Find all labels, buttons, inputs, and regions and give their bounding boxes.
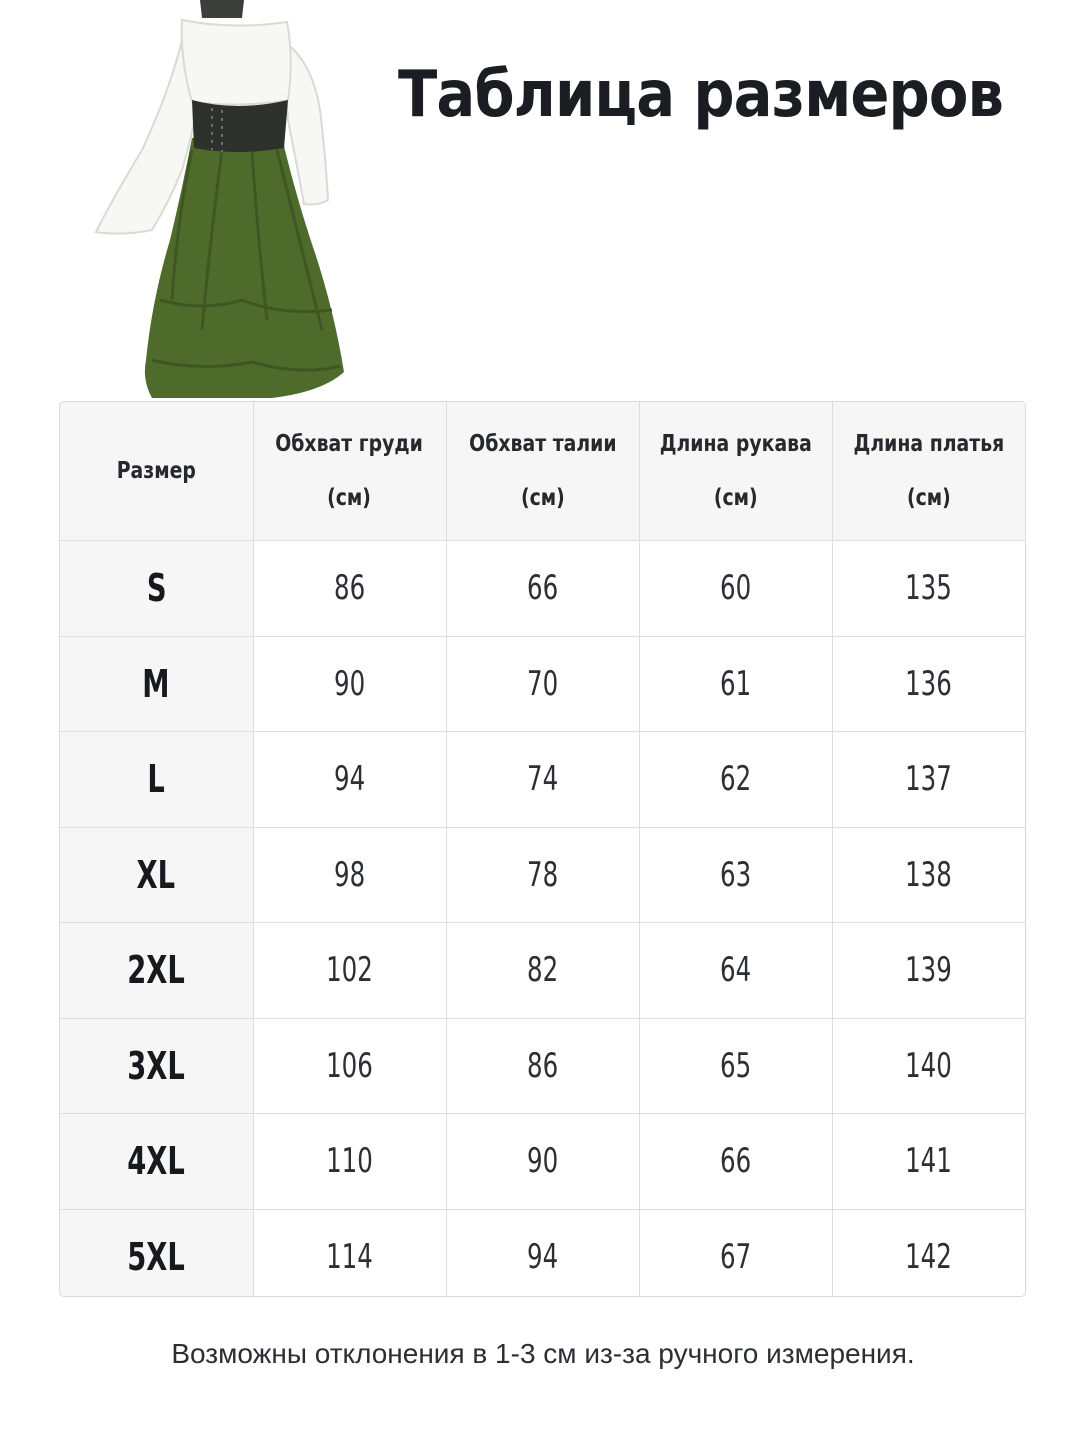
length-cell: 141	[832, 1114, 1025, 1210]
header-dress-length: Длина платья (см)	[832, 402, 1025, 541]
waist-cell: 78	[446, 827, 639, 923]
sleeve-cell: 64	[639, 923, 832, 1019]
length-cell: 136	[832, 636, 1025, 732]
waist-cell: 82	[446, 923, 639, 1019]
size-cell: 2XL	[60, 923, 253, 1019]
size-cell: XL	[60, 827, 253, 923]
bust-cell: 106	[253, 1018, 446, 1114]
dress-illustration	[82, 0, 352, 400]
table-row	[60, 1209, 1025, 1297]
size-table	[59, 401, 1026, 1297]
table-row	[60, 827, 1025, 923]
length-cell: 139	[832, 923, 1025, 1019]
sleeve-cell: 63	[639, 827, 832, 923]
bust-cell: 110	[253, 1114, 446, 1210]
size-cell: 5XL	[60, 1209, 253, 1297]
bust-cell: 114	[253, 1209, 446, 1297]
table-row	[60, 1018, 1025, 1114]
size-cell: 4XL	[60, 1114, 253, 1210]
header-bust: Обхват груди (см)	[253, 402, 446, 541]
waist-cell: 74	[446, 732, 639, 828]
length-cell: 137	[832, 732, 1025, 828]
length-cell: 142	[832, 1209, 1025, 1297]
sleeve-cell: 66	[639, 1114, 832, 1210]
blouse	[182, 20, 291, 105]
header-size: Размер	[60, 402, 253, 541]
mannequin-neck	[200, 0, 244, 18]
table-row	[60, 1114, 1025, 1210]
size-cell: 3XL	[60, 1018, 253, 1114]
sleeve-cell: 61	[639, 636, 832, 732]
sleeve-cell: 67	[639, 1209, 832, 1297]
header-waist: Обхват талии (см)	[446, 402, 639, 541]
size-cell: S	[60, 541, 253, 637]
table-row	[60, 732, 1025, 828]
page-title: Таблица размеров	[398, 58, 1004, 132]
table-row	[60, 923, 1025, 1019]
table-header-row	[60, 402, 1025, 541]
sleeve-cell: 62	[639, 732, 832, 828]
bust-cell: 86	[253, 541, 446, 637]
length-cell: 135	[832, 541, 1025, 637]
size-cell: L	[60, 732, 253, 828]
waist-cell: 86	[446, 1018, 639, 1114]
sleeve-cell: 65	[639, 1018, 832, 1114]
corset	[192, 100, 288, 152]
table-row	[60, 541, 1025, 637]
bust-cell: 102	[253, 923, 446, 1019]
header-sleeve-length: Длина рукава (см)	[639, 402, 832, 541]
length-cell: 140	[832, 1018, 1025, 1114]
waist-cell: 90	[446, 1114, 639, 1210]
table-row	[60, 636, 1025, 732]
measurement-footnote: Возможны отклонения в 1-3 см из-за ручного измерения.	[171, 1338, 915, 1369]
bust-cell: 90	[253, 636, 446, 732]
waist-cell: 66	[446, 541, 639, 637]
waist-cell: 70	[446, 636, 639, 732]
sleeve-cell: 60	[639, 541, 832, 637]
waist-cell: 94	[446, 1209, 639, 1297]
length-cell: 138	[832, 827, 1025, 923]
bust-cell: 98	[253, 827, 446, 923]
size-cell: M	[60, 636, 253, 732]
bust-cell: 94	[253, 732, 446, 828]
